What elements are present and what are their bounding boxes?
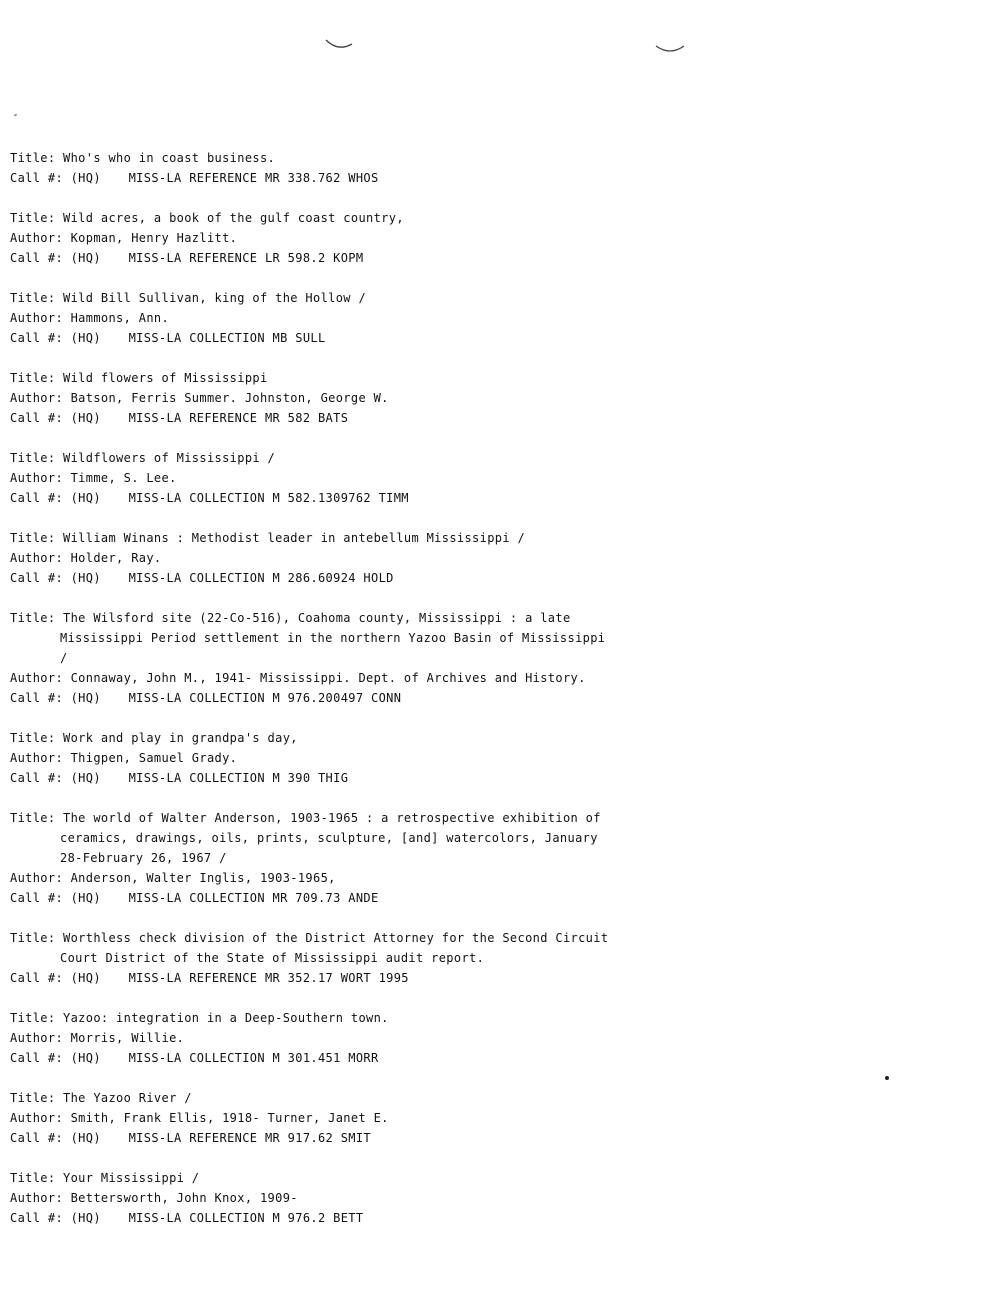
call-number-line <box>10 888 610 908</box>
title-value: Your Mississippi / <box>63 1171 200 1185</box>
call-branch: (HQ) <box>70 171 101 185</box>
title-line <box>10 148 610 168</box>
author-line <box>10 388 610 408</box>
author-line <box>10 668 610 688</box>
author-label: Author: <box>10 391 64 405</box>
call-number-label: Call #: <box>10 1051 64 1065</box>
title-line <box>10 808 610 828</box>
author-value: Kopman, Henry Hazlitt. <box>70 231 238 245</box>
catalog-record <box>10 528 610 588</box>
title-line <box>10 448 610 468</box>
author-line <box>10 548 610 568</box>
title-label: Title: <box>10 371 56 385</box>
catalog-record <box>10 928 610 988</box>
catalog-record <box>10 608 610 708</box>
author-line <box>10 1108 610 1128</box>
call-number-label: Call #: <box>10 891 64 905</box>
call-number-label: Call #: <box>10 411 64 425</box>
title-label: Title: <box>10 1171 56 1185</box>
call-branch: (HQ) <box>70 971 101 985</box>
author-line <box>10 868 610 888</box>
title-value: Wild acres, a book of the gulf coast country, <box>63 211 404 225</box>
title-value: ceramics, drawings, oils, prints, sculpture, [and] watercolors, January <box>60 831 598 845</box>
title-label: Title: <box>10 1091 56 1105</box>
title-value: Work and play in grandpa's day, <box>63 731 298 745</box>
title-label: Title: <box>10 731 56 745</box>
call-branch: (HQ) <box>70 1211 101 1225</box>
title-value: Wild Bill Sullivan, king of the Hollow / <box>63 291 367 305</box>
catalog-record <box>10 1088 610 1148</box>
title-value: The Yazoo River / <box>63 1091 192 1105</box>
catalog-record <box>10 208 610 268</box>
title-value: Worthless check division of the District Attorney for the Second Circuit <box>63 931 609 945</box>
title-value: The Wilsford site (22-Co-516), Coahoma county, Mississippi : a late <box>63 611 571 625</box>
title-continuation-line <box>10 948 610 968</box>
call-branch: (HQ) <box>70 411 101 425</box>
catalog-record <box>10 288 610 348</box>
title-line <box>10 1168 610 1188</box>
call-location: MISS-LA REFERENCE MR 338.762 WHOS <box>128 171 379 185</box>
catalog-record-list <box>10 148 610 1248</box>
catalog-record <box>10 448 610 508</box>
title-label: Title: <box>10 151 56 165</box>
author-value: Timme, S. Lee. <box>70 471 177 485</box>
author-label: Author: <box>10 751 64 765</box>
title-line <box>10 528 610 548</box>
author-line <box>10 1188 610 1208</box>
call-number-line <box>10 328 610 348</box>
title-label: Title: <box>10 211 56 225</box>
catalog-record <box>10 368 610 428</box>
catalog-record <box>10 1168 610 1228</box>
title-continuation-line <box>10 848 610 868</box>
title-label: Title: <box>10 531 56 545</box>
title-value: Yazoo: integration in a Deep-Southern town. <box>63 1011 389 1025</box>
catalog-record <box>10 148 610 188</box>
call-location: MISS-LA COLLECTION MB SULL <box>128 331 326 345</box>
call-number-label: Call #: <box>10 691 64 705</box>
title-value: Mississippi Period settlement in the northern Yazoo Basin of Mississippi <box>60 631 606 645</box>
call-number-line <box>10 568 610 588</box>
title-value: Wildflowers of Mississippi / <box>63 451 276 465</box>
title-label: Title: <box>10 451 56 465</box>
title-line <box>10 1008 610 1028</box>
author-label: Author: <box>10 671 64 685</box>
call-number-line <box>10 248 610 268</box>
title-label: Title: <box>10 291 56 305</box>
call-branch: (HQ) <box>70 691 101 705</box>
call-branch: (HQ) <box>70 1131 101 1145</box>
author-value: Connaway, John M., 1941- Mississippi. Dept. of Archives and History. <box>70 671 586 685</box>
author-value: Morris, Willie. <box>70 1031 185 1045</box>
catalog-record <box>10 1008 610 1068</box>
punch-hole-marks <box>0 0 992 90</box>
title-value: William Winans : Methodist leader in antebellum Mississippi / <box>63 531 526 545</box>
title-line <box>10 608 610 628</box>
call-number-label: Call #: <box>10 331 64 345</box>
title-label: Title: <box>10 611 56 625</box>
author-line <box>10 1028 610 1048</box>
author-label: Author: <box>10 871 64 885</box>
title-continuation-line <box>10 828 610 848</box>
call-location: MISS-LA REFERENCE MR 582 BATS <box>128 411 349 425</box>
author-value: Holder, Ray. <box>70 551 162 565</box>
title-line <box>10 928 610 948</box>
call-location: MISS-LA COLLECTION M 976.200497 CONN <box>128 691 402 705</box>
call-number-line <box>10 168 610 188</box>
call-branch: (HQ) <box>70 331 101 345</box>
call-location: MISS-LA COLLECTION M 286.60924 HOLD <box>128 571 394 585</box>
author-line <box>10 748 610 768</box>
scan-speck <box>885 1076 889 1080</box>
title-value: Who's who in coast business. <box>63 151 276 165</box>
call-number-line <box>10 1128 610 1148</box>
call-number-label: Call #: <box>10 491 64 505</box>
call-number-line <box>10 488 610 508</box>
title-line <box>10 728 610 748</box>
call-location: MISS-LA REFERENCE LR 598.2 KOPM <box>128 251 364 265</box>
title-line <box>10 288 610 308</box>
title-value: Wild flowers of Mississippi <box>63 371 268 385</box>
title-continuation-line <box>10 628 610 648</box>
call-number-label: Call #: <box>10 171 64 185</box>
author-value: Anderson, Walter Inglis, 1903-1965, <box>70 871 336 885</box>
author-label: Author: <box>10 1111 64 1125</box>
call-number-line <box>10 1208 610 1228</box>
call-location: MISS-LA COLLECTION M 582.1309762 TIMM <box>128 491 409 505</box>
author-line <box>10 228 610 248</box>
title-line <box>10 368 610 388</box>
catalog-record <box>10 728 610 788</box>
author-label: Author: <box>10 231 64 245</box>
author-label: Author: <box>10 551 64 565</box>
title-label: Title: <box>10 811 56 825</box>
author-label: Author: <box>10 1191 64 1205</box>
call-location: MISS-LA COLLECTION M 976.2 BETT <box>128 1211 364 1225</box>
call-number-label: Call #: <box>10 571 64 585</box>
call-number-line <box>10 968 610 988</box>
call-number-label: Call #: <box>10 771 64 785</box>
author-value: Batson, Ferris Summer. Johnston, George W. <box>70 391 389 405</box>
call-branch: (HQ) <box>70 251 101 265</box>
title-line <box>10 208 610 228</box>
title-continuation-line <box>10 648 610 668</box>
call-location: MISS-LA COLLECTION M 301.451 MORR <box>128 1051 379 1065</box>
call-branch: (HQ) <box>70 771 101 785</box>
call-branch: (HQ) <box>70 491 101 505</box>
author-line <box>10 308 610 328</box>
title-label: Title: <box>10 1011 56 1025</box>
author-value: Smith, Frank Ellis, 1918- Turner, Janet E. <box>70 1111 389 1125</box>
punch-hole-mark-left <box>326 40 352 47</box>
title-value: Court District of the State of Mississippi audit report. <box>60 951 485 965</box>
call-number-line <box>10 768 610 788</box>
title-value: The world of Walter Anderson, 1903-1965 : a retrospective exhibition of <box>63 811 601 825</box>
call-location: MISS-LA REFERENCE MR 352.17 WORT 1995 <box>128 971 409 985</box>
punch-hole-mark-right <box>656 46 684 51</box>
title-value: 28-February 26, 1967 / <box>60 851 227 865</box>
call-branch: (HQ) <box>70 571 101 585</box>
call-branch: (HQ) <box>70 1051 101 1065</box>
call-number-line <box>10 688 610 708</box>
author-value: Hammons, Ann. <box>70 311 170 325</box>
catalog-record <box>10 808 610 908</box>
title-label: Title: <box>10 931 56 945</box>
author-label: Author: <box>10 471 64 485</box>
author-value: Thigpen, Samuel Grady. <box>70 751 238 765</box>
call-location: MISS-LA COLLECTION MR 709.73 ANDE <box>128 891 379 905</box>
call-branch: (HQ) <box>70 891 101 905</box>
call-number-label: Call #: <box>10 251 64 265</box>
call-number-line <box>10 408 610 428</box>
call-location: MISS-LA REFERENCE MR 917.62 SMIT <box>128 1131 371 1145</box>
call-number-label: Call #: <box>10 1211 64 1225</box>
call-number-label: Call #: <box>10 1131 64 1145</box>
author-label: Author: <box>10 311 64 325</box>
author-line <box>10 468 610 488</box>
call-number-label: Call #: <box>10 971 64 985</box>
author-value: Bettersworth, John Knox, 1909- <box>70 1191 298 1205</box>
scan-speck <box>14 113 18 116</box>
title-line <box>10 1088 610 1108</box>
title-value: / <box>60 651 68 665</box>
call-location: MISS-LA COLLECTION M 390 THIG <box>128 771 349 785</box>
author-label: Author: <box>10 1031 64 1045</box>
call-number-line <box>10 1048 610 1068</box>
